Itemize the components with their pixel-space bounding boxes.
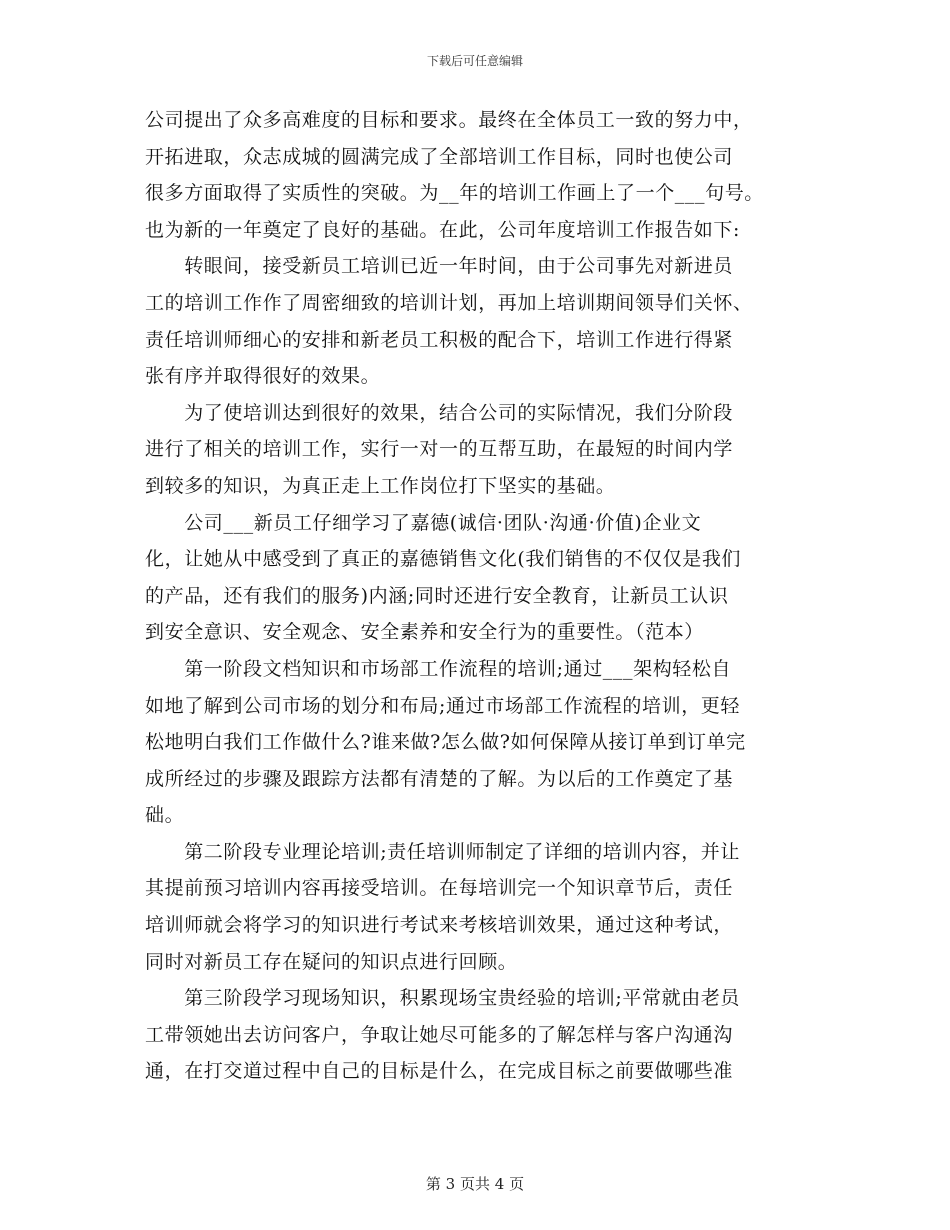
text-line: 责任培训师细心的安排和新老员工积极的配合下，培训工作进行得紧 bbox=[145, 328, 734, 351]
text-line: 张有序并取得很好的效果。 bbox=[145, 365, 381, 388]
text-line: 其提前预习培训内容再接受培训。在每培训完一个知识章节后，责任 bbox=[145, 877, 734, 900]
text-line: 培训师就会将学习的知识进行考试来考核培训效果，通过这种考试， bbox=[145, 914, 734, 937]
text-line: 公司___新员工仔细学习了嘉德(诚信·团队·沟通·价值)企业文 bbox=[145, 511, 702, 534]
text-line: 同时对新员工存在疑问的知识点进行回顾。 bbox=[145, 950, 518, 973]
text-line: 第三阶段学习现场知识，积累现场宝贵经验的培训;平常就由老员 bbox=[145, 987, 741, 1010]
text-line: 化，让她从中感受到了真正的嘉德销售文化(我们销售的不仅仅是我们 bbox=[145, 548, 742, 571]
text-line: 开拓进取，众志成城的圆满完成了全部培训工作目标，同时也使公司 bbox=[145, 145, 734, 168]
text-line: 础。 bbox=[145, 804, 185, 827]
text-line: 为了使培训达到很好的效果，结合公司的实际情况，我们分阶段 bbox=[145, 401, 734, 424]
text-line: 公司提出了众多高难度的目标和要求。最终在全体员工一致的努力中， bbox=[145, 109, 753, 131]
text-line: 进行了相关的培训工作，实行一对一的互帮互助，在最短的时间内学 bbox=[145, 438, 734, 461]
text-line: 松地明白我们工作做什么?谁来做?怎么做?如何保障从接订单到订单完 bbox=[145, 731, 746, 754]
text-line: 通，在打交道过程中自己的目标是什么，在完成目标之前要做哪些准 bbox=[145, 1060, 734, 1083]
document-body bbox=[145, 102, 825, 1090]
text-line: 工的培训工作作了周密细致的培训计划，再加上培训期间领导们关怀、 bbox=[145, 291, 753, 314]
text-line: 也为新的一年奠定了良好的基础。在此，公司年度培训工作报告如下: bbox=[145, 218, 741, 241]
text-line: 到较多的知识，为真正走上工作岗位打下坚实的基础。 bbox=[145, 474, 616, 497]
text-line: 的产品，还有我们的服务)内涵;同时还进行安全教育，让新员工认识 bbox=[145, 584, 729, 607]
text-line: 第二阶段专业理论培训;责任培训师制定了详细的培训内容，并让 bbox=[145, 840, 741, 863]
page-header: 下载后可任意编辑 bbox=[426, 54, 523, 68]
text-line: 到安全意识、安全观念、安全素养和安全行为的重要性。（范本） bbox=[145, 621, 704, 644]
text-line: 如地了解到公司市场的划分和布局;通过市场部工作流程的培训，更轻 bbox=[145, 694, 741, 717]
page-number: 第 3 页共 4 页 bbox=[425, 1175, 525, 1193]
text-line: 转眼间，接受新员工培训已近一年时间，由于公司事先对新进员 bbox=[145, 255, 734, 278]
text-line: 成所经过的步骤及跟踪方法都有清楚的了解。为以后的工作奠定了基 bbox=[145, 767, 734, 790]
text-line: 工带领她出去访问客户，争取让她尽可能多的了解怎样与客户沟通沟 bbox=[145, 1023, 734, 1046]
text-line: 第一阶段文档知识和市场部工作流程的培训;通过___架构轻松自 bbox=[145, 657, 732, 680]
text-line: 很多方面取得了实质性的突破。为__年的培训工作画上了一个___句号。 bbox=[145, 182, 764, 205]
